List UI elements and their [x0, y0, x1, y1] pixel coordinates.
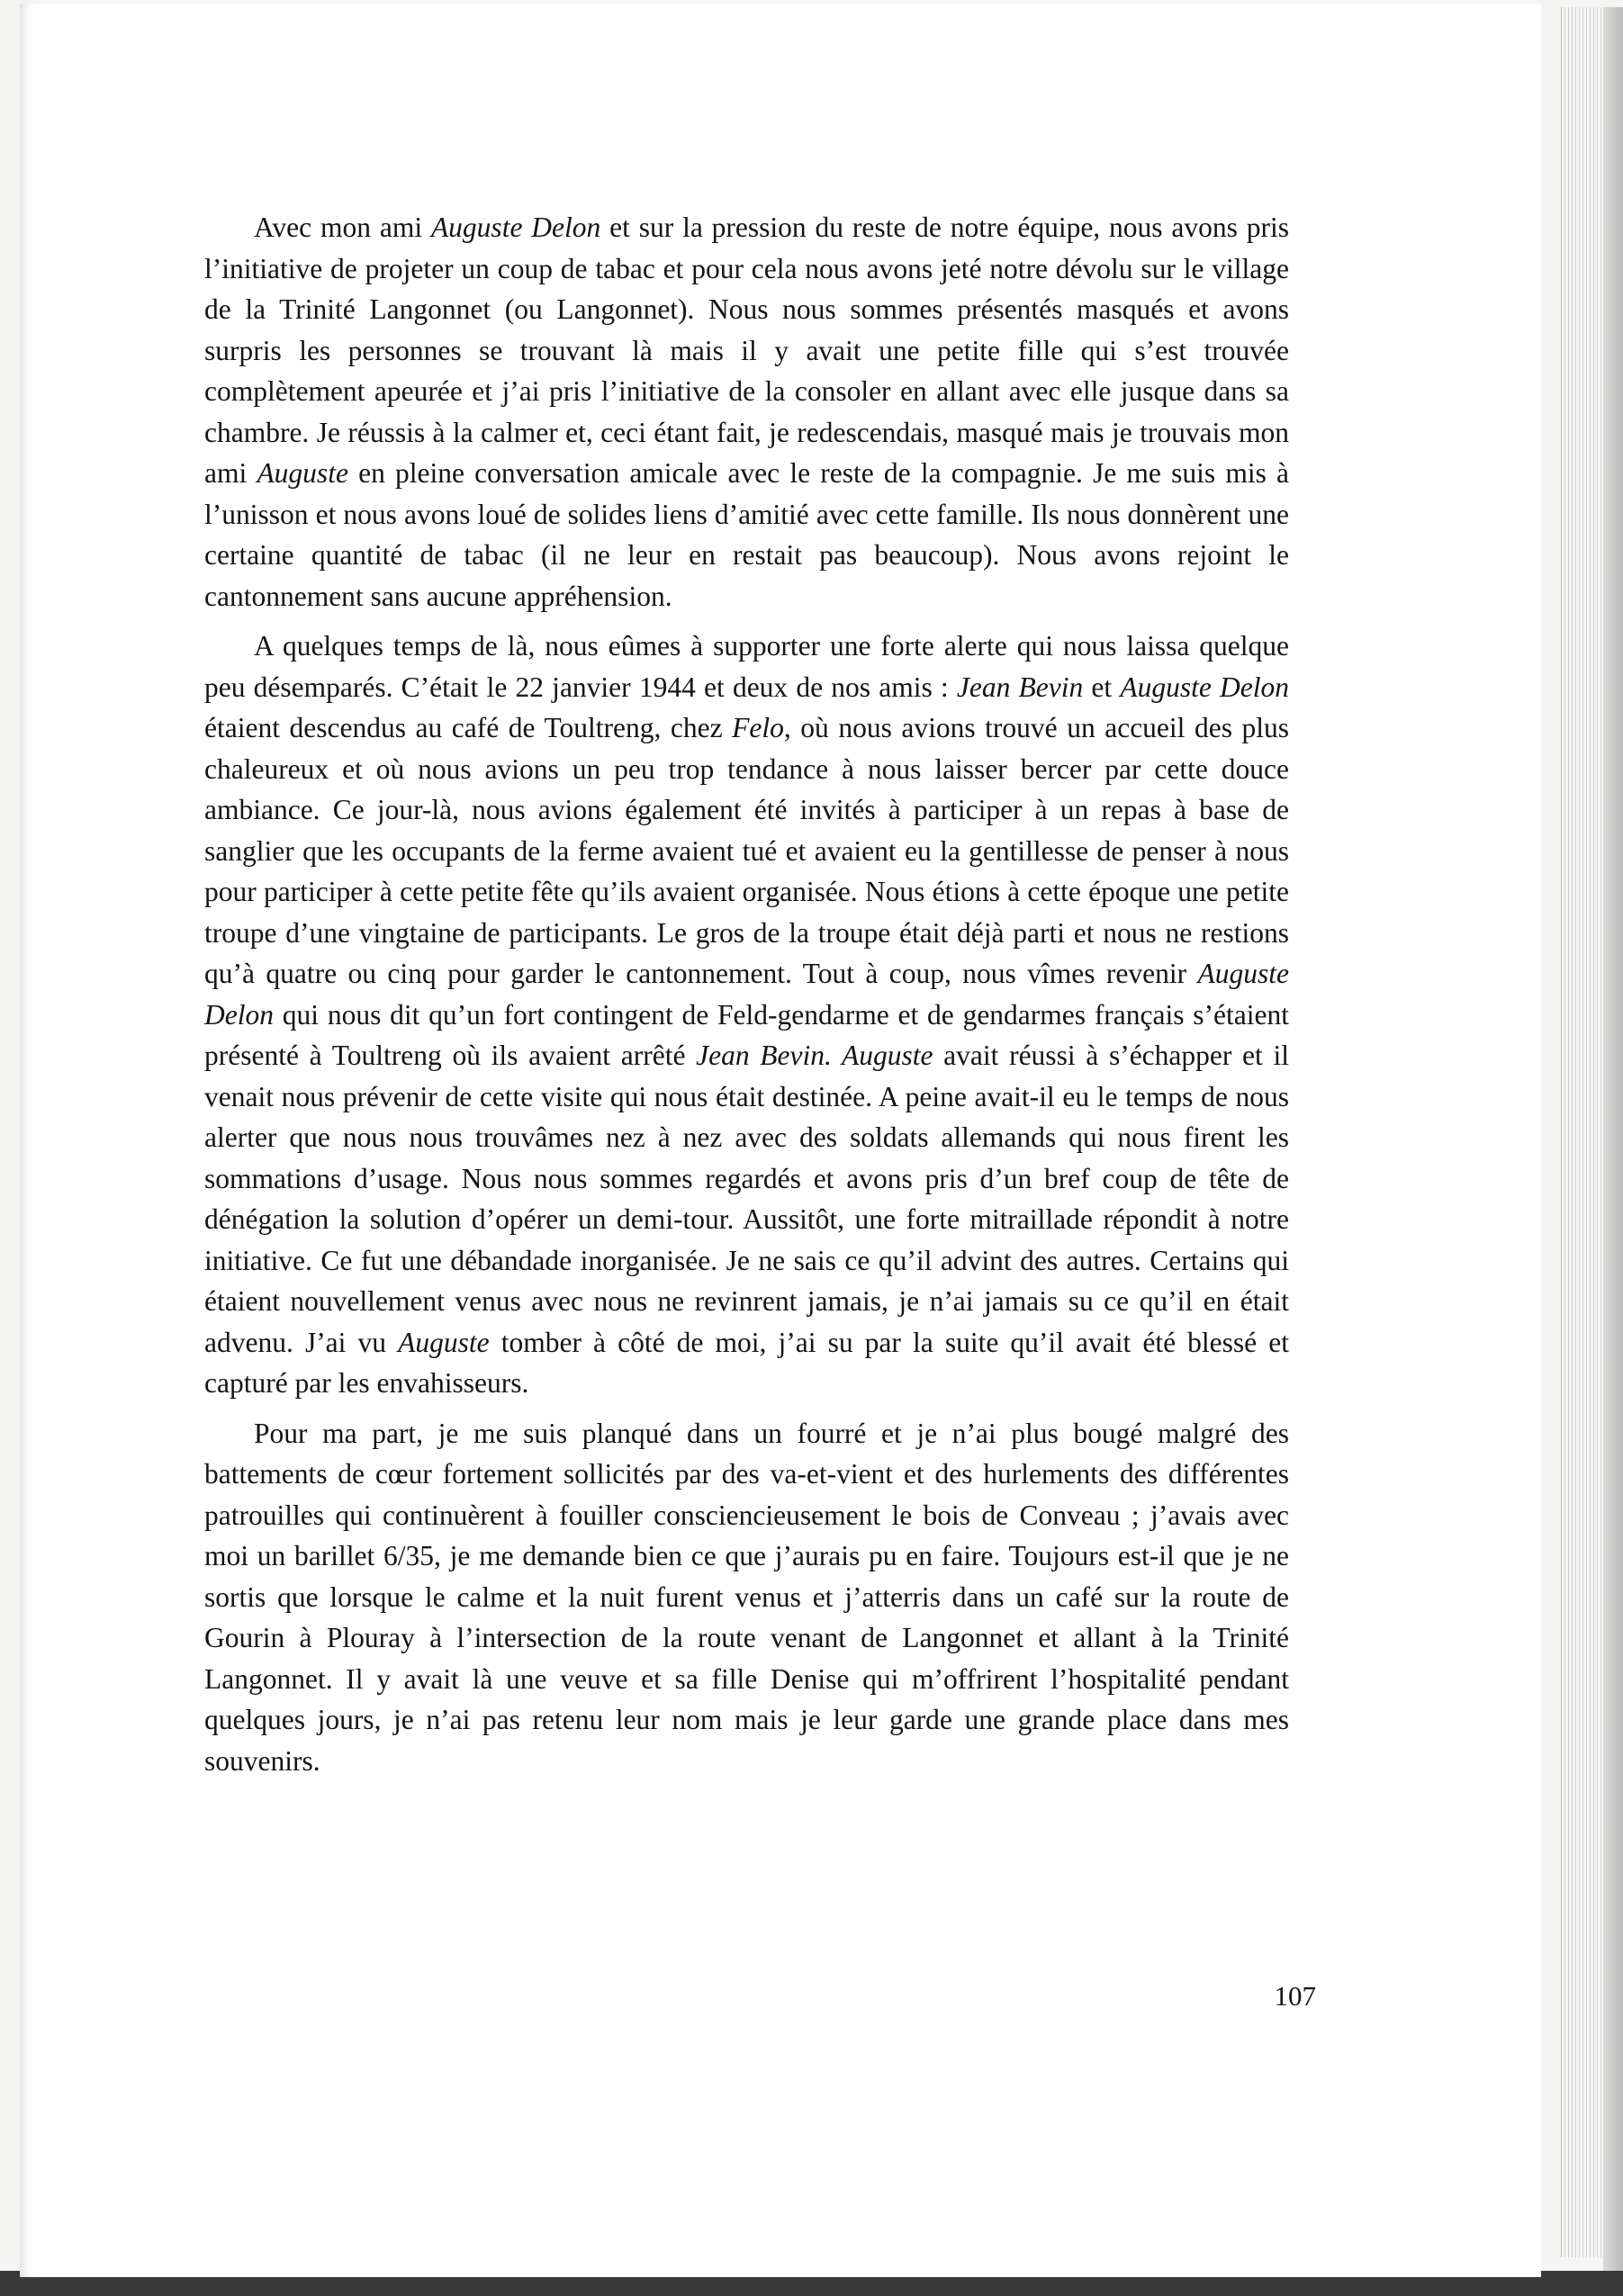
italic-name: Jean Bevin: [956, 671, 1084, 703]
italic-name: Auguste: [257, 457, 348, 489]
text-run: qui nous dit qu’un fort contingent de Feld-gendarme et de gendarmes français s’étaient présenté à Toultreng où ils avaient arrêté: [204, 998, 1289, 1071]
book-edge-shadow: [1603, 7, 1623, 2275]
text-run: tomber à côté de moi, j’ai su par la suite qu’il avait été blessé et capturé par les envahisseurs.: [204, 1326, 1289, 1399]
paragraph-2: [204, 626, 1289, 1404]
italic-name: Jean Bevin. Auguste: [696, 1040, 933, 1071]
italic-name: Felo: [732, 712, 784, 743]
text-run: Pour ma part, je me suis planqué dans un fourré et je n’ai plus bougé malgré des battements de cœur fortement sollicités par des va-et-vient et des hurlements des différentes patrouilles qui continuèrent à fouiller consciencieusement le bois de Conveau ; j’avais avec moi un barillet 6/35, je me demande bien ce que j’aurais pu en faire. Toujours est-il que je ne sortis que lorsque le calme et la nuit furent venus et j’atterris dans un café sur la route de Gourin à Plouray à l’intersection de la route venant de Langonnet et allant à la Trinité Langonnet. Il y avait là une veuve et sa fille Denise qui m’offrirent l’hospitalité pendant quelques jours, je n’ai pas retenu leur nom mais je leur garde une grande place dans mes souvenirs.: [204, 1417, 1289, 1777]
text-run: et: [1083, 671, 1121, 703]
text-run: et sur la pression du reste de notre équipe, nous avons pris l’initiative de projeter un coup de tabac et pour cela nous avons jeté notre dévolu sur le village de la Trinité Langonnet (ou Langonnet). Nous nous sommes présentés masqués et avons surpris les personnes se trouvant là mais il y avait une petite fille qui s’est trouvée complètement apeurée et j’ai pris l’initiative de la consoler en allant avec elle jusque dans sa chambre. Je réussis à la calmer et, ceci étant fait, je redescendais, masqué mais je trouvais mon ami: [204, 212, 1290, 489]
page-number: 107: [1274, 1980, 1316, 2012]
body-text: [204, 207, 1289, 1790]
text-run: en pleine conversation amicale avec le reste de la compagnie. Je me suis mis à l’unisson et nous avons loué de solides liens d’amitié avec cette famille. Ils nous donnèrent une certaine quantité de tabac (il ne leur en restait pas beaucoup). Nous avons rejoint le cantonnement sans aucune appréhension.: [204, 457, 1289, 612]
italic-name: Auguste Delon: [204, 958, 1289, 1031]
italic-name: Auguste Delon: [1120, 671, 1289, 703]
text-run: Avec mon ami: [254, 212, 431, 243]
paragraph-1: [204, 207, 1289, 617]
text-run: étaient descendus au café de Toultreng, chez: [204, 712, 733, 743]
italic-name: Auguste Delon: [430, 212, 601, 243]
stacked-page-edges: [1561, 7, 1603, 2257]
book-page: [20, 4, 1541, 2277]
paragraph-3: [204, 1413, 1289, 1782]
text-run: A quelques temps de là, nous eûmes à supporter une forte alerte qui nous laissa quelque peu désemparés. C’était le 22 janvier 1944 et deux de nos amis :: [204, 630, 1289, 703]
text-run: , où nous avions trouvé un accueil des plus chaleureux et où nous avions un peu trop tendance à nous laisser bercer par cette douce ambiance. Ce jour-là, nous avions également été invités à participer à un repas à base de sanglier que les occupants de la ferme avaient tué et avaient eu la gentillesse de penser à nous pour participer à cette petite fête qu’ils avaient organisée. Nous étions à cette époque une petite troupe d’une vingtaine de participants. Le gros de la troupe était déjà parti et nous ne restions qu’à quatre ou cinq pour garder le cantonnement. Tout à coup, nous vîmes revenir: [204, 712, 1290, 989]
text-run: avait réussi à s’échapper et il venait nous prévenir de cette visite qui nous était destinée. A peine avait-il eu le temps de nous alerter que nous nous trouvâmes nez à nez avec des soldats allemands qui nous firent les sommations d’usage. Nous nous sommes regardés et avons pris d’un bref coup de tête de dénégation la solution d’opérer un demi-tour. Aussitôt, une forte mitraillade répondit à notre initiative. Ce fut une débandade inorganisée. Je ne sais ce qu’il advint des autres. Certains qui étaient nouvellement venus avec nous ne revinrent jamais, je n’ai jamais su ce qu’il en était advenu. J’ai vu: [204, 1040, 1289, 1358]
italic-name: Auguste: [398, 1326, 490, 1358]
